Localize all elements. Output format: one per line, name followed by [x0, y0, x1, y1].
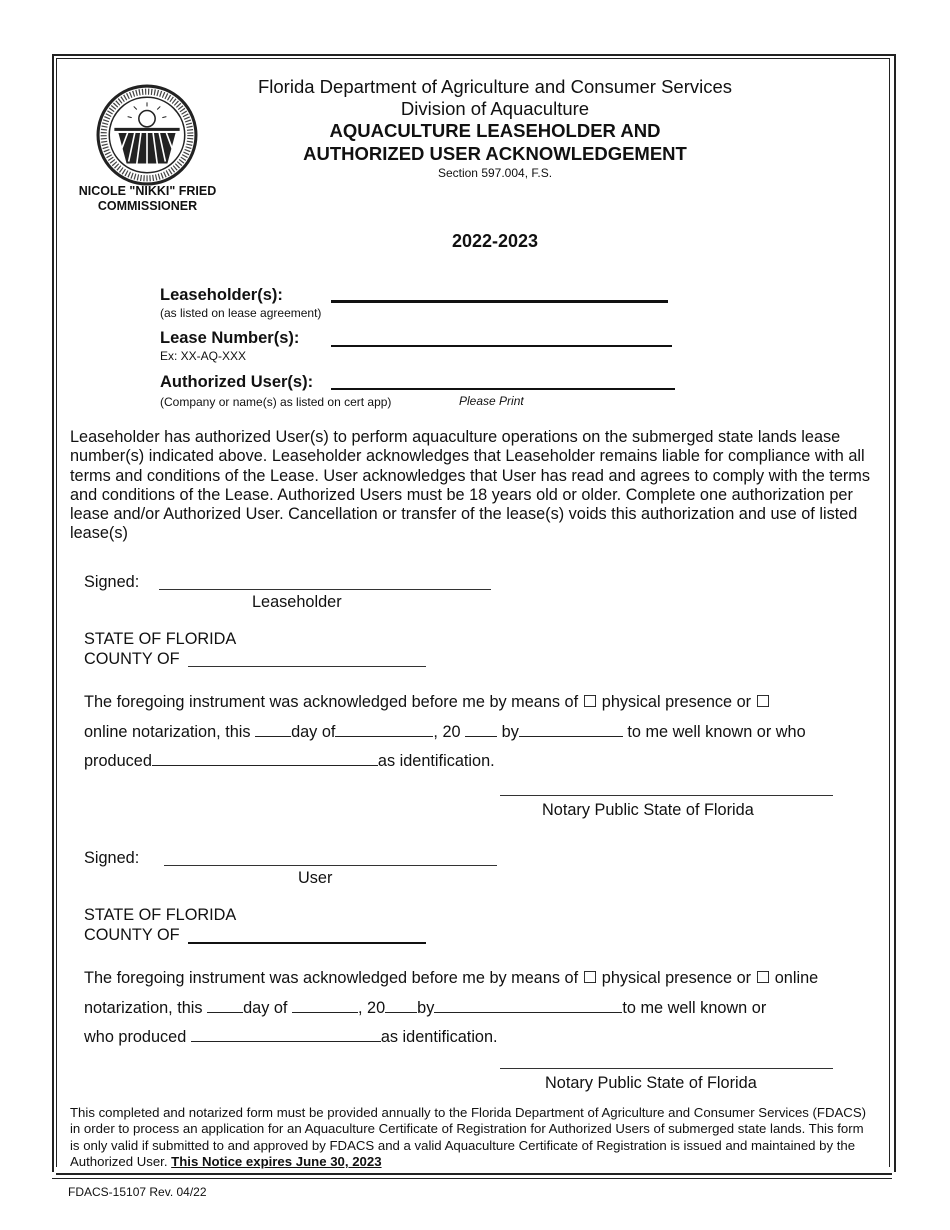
county-label-1: COUNTY OF [84, 650, 180, 668]
division-name: Division of Aquaculture [400, 98, 590, 119]
county-field-1[interactable] [188, 666, 426, 667]
notary-signature-field-1[interactable] [500, 795, 833, 796]
ack-text: to me well known or who [622, 723, 806, 741]
bottom-rule-thin [52, 1178, 892, 1179]
ack-text: notarization, this [84, 999, 208, 1017]
identification-field-2[interactable] [191, 1040, 381, 1042]
ack-text: as identification. [377, 752, 495, 770]
ack-text: by [417, 999, 435, 1017]
footer-notice [70, 1105, 870, 1170]
by-name-field-2[interactable] [434, 1011, 622, 1013]
ack-text: as identification. [380, 1028, 498, 1046]
form-title-line2: AUTHORIZED USER ACKNOWLEDGEMENT [303, 143, 687, 164]
signed-label-user: Signed: [84, 849, 140, 867]
authorized-user-sublabel: (Company or name(s) as listed on cert app) [160, 395, 392, 409]
commissioner-name: NICOLE "NIKKI" FRIED [78, 184, 217, 198]
ack-text: , 20 [357, 999, 386, 1017]
ack-text: day of [291, 723, 336, 741]
expiration-notice: This Notice expires June 30, 2023 [171, 1153, 382, 1169]
acknowledgement-line2-1 [84, 723, 806, 742]
leaseholder-field[interactable] [331, 300, 668, 303]
year-field-2[interactable] [385, 1011, 417, 1013]
department-seal-icon [96, 84, 198, 186]
bottom-rule [56, 1173, 892, 1175]
state-label-2: STATE OF FLORIDA [84, 906, 237, 924]
form-title-line1: AQUACULTURE LEASEHOLDER AND [329, 120, 661, 141]
ack-text: produced [84, 752, 152, 770]
acknowledgement-line1-1: The foregoing instrument was acknowledged before me by means of ☐ physical presence or ☐ [84, 693, 771, 711]
acknowledgement-line3-2 [84, 1028, 498, 1047]
commissioner-title: COMMISSIONER [97, 199, 198, 213]
statute-reference: Section 597.004, F.S. [437, 166, 553, 180]
year-field-1[interactable] [465, 735, 497, 737]
leaseholder-role-label: Leaseholder [252, 593, 342, 611]
user-signature-field[interactable] [164, 865, 497, 866]
ack-text: online notarization, this [84, 723, 256, 741]
by-name-field-1[interactable] [519, 735, 623, 737]
authorization-paragraph: Leaseholder has authorized User(s) to perform aquaculture operations on the submerged state lands lease number(s) indicated above. Leaseholder acknowledges that Leaseholder remains liable for compliance with all terms and conditions of the Lease. User acknowledges that User has read and agrees to comply with the terms and conditions of the Lease. Authorized Users must be 18 years old or older. Complete one authorization per lease and/or Authorized User. Cancellation or transfer of the lease(s) voids this authorization and use of listed lease(s) [70, 428, 871, 543]
month-field-2[interactable] [292, 1011, 358, 1013]
user-role-label: User [298, 869, 333, 887]
ack-text: by [497, 723, 519, 741]
lease-number-field[interactable] [331, 345, 672, 347]
leaseholder-signature-field[interactable] [159, 589, 491, 590]
day-field-1[interactable] [255, 735, 291, 737]
month-field-1[interactable] [335, 735, 433, 737]
leaseholder-label: Leaseholder(s): [160, 286, 283, 304]
ack-text: , 20 [433, 723, 466, 741]
acknowledgement-line2-2 [84, 999, 766, 1018]
authorized-user-field[interactable] [331, 388, 675, 390]
state-label-1: STATE OF FLORIDA [84, 630, 237, 648]
ack-text: who produced [84, 1028, 191, 1046]
ack-text: to me well known or [622, 999, 767, 1017]
form-year: 2022-2023 [451, 231, 539, 251]
authorized-user-label: Authorized User(s): [160, 373, 314, 391]
identification-field-1[interactable] [152, 764, 378, 766]
lease-number-sublabel: Ex: XX-AQ-XXX [160, 349, 247, 363]
ack-text: day of [243, 999, 292, 1017]
please-print-note: Please Print [459, 394, 524, 408]
agency-name: Florida Department of Agriculture and Consumer Services [257, 76, 733, 97]
form-number: FDACS-15107 Rev. 04/22 [68, 1185, 207, 1199]
county-field-2[interactable] [188, 942, 426, 944]
signed-label-leaseholder: Signed: [84, 573, 140, 591]
notary-signature-field-2[interactable] [500, 1068, 833, 1069]
notary-label-2: Notary Public State of Florida [545, 1074, 757, 1092]
lease-number-label: Lease Number(s): [160, 329, 300, 347]
acknowledgement-line3-1 [84, 752, 495, 771]
acknowledgement-line1-2: The foregoing instrument was acknowledged before me by means of ☐ physical presence or ☐ online [84, 969, 819, 987]
day-field-2[interactable] [207, 1011, 243, 1013]
leaseholder-sublabel: (as listed on lease agreement) [160, 306, 322, 320]
county-label-2: COUNTY OF [84, 926, 180, 944]
commissioner-block [70, 184, 225, 214]
notary-label-1: Notary Public State of Florida [542, 801, 754, 819]
footer-notice-text: This completed and notarized form must be provided annually to the Florida Department of Agriculture and Consumer Services (FDACS) in order to process an application for an Aquaculture Certificate of Registration for Authorized Users of submerged state lands. This form is only valid if submitted to and approved by FDACS and a valid Aquaculture Certificate of Registration is issued and maintained by the Authorized User. [70, 1105, 867, 1169]
